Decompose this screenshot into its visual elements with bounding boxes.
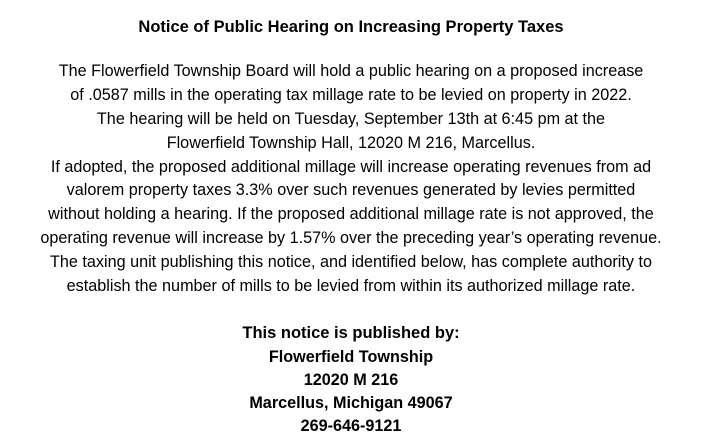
notice-body-line: The hearing will be held on Tuesday, September 13th at 6:45 pm at the <box>96 109 606 128</box>
notice-body-line: The taxing unit publishing this notice, and identified below, has complete authority to <box>49 252 652 271</box>
notice-body-line: The Flowerfield Township Board will hold a public hearing on a proposed increase <box>58 62 644 81</box>
publisher-city-state-zip: Marcellus, Michigan 49067 <box>249 393 453 412</box>
notice-body-line: of .0587 mills in the operating tax millage rate to be levied on property in 2022. <box>70 86 632 105</box>
notice-body-line: establish the number of mills to be levied from within its authorized millage rate. <box>66 276 636 295</box>
notice-body-line: If adopted, the proposed additional millage will increase operating revenues from ad <box>50 157 652 176</box>
publisher-street-address: 12020 M 216 <box>303 370 399 389</box>
notice-body-line: without holding a hearing. If the proposed additional millage rate is not approved, the <box>48 205 654 224</box>
publisher-heading: This notice is published by: <box>242 324 460 343</box>
notice-body-line: valorem property taxes 3.3% over such revenues generated by levies permitted <box>66 181 636 200</box>
notice-body <box>6 60 696 298</box>
notice-body-line: operating revenue will increase by 1.57% over the preceding year’s operating revenue. <box>40 228 662 247</box>
notice-body-line: Flowerfield Township Hall, 12020 M 216, Marcellus. <box>166 133 536 152</box>
notice-title: Notice of Public Hearing on Increasing Property Taxes <box>138 18 564 36</box>
publisher-info <box>242 322 459 437</box>
publisher-phone: 269-646-9121 <box>300 416 402 435</box>
publisher-name: Flowerfield Township <box>268 347 434 366</box>
